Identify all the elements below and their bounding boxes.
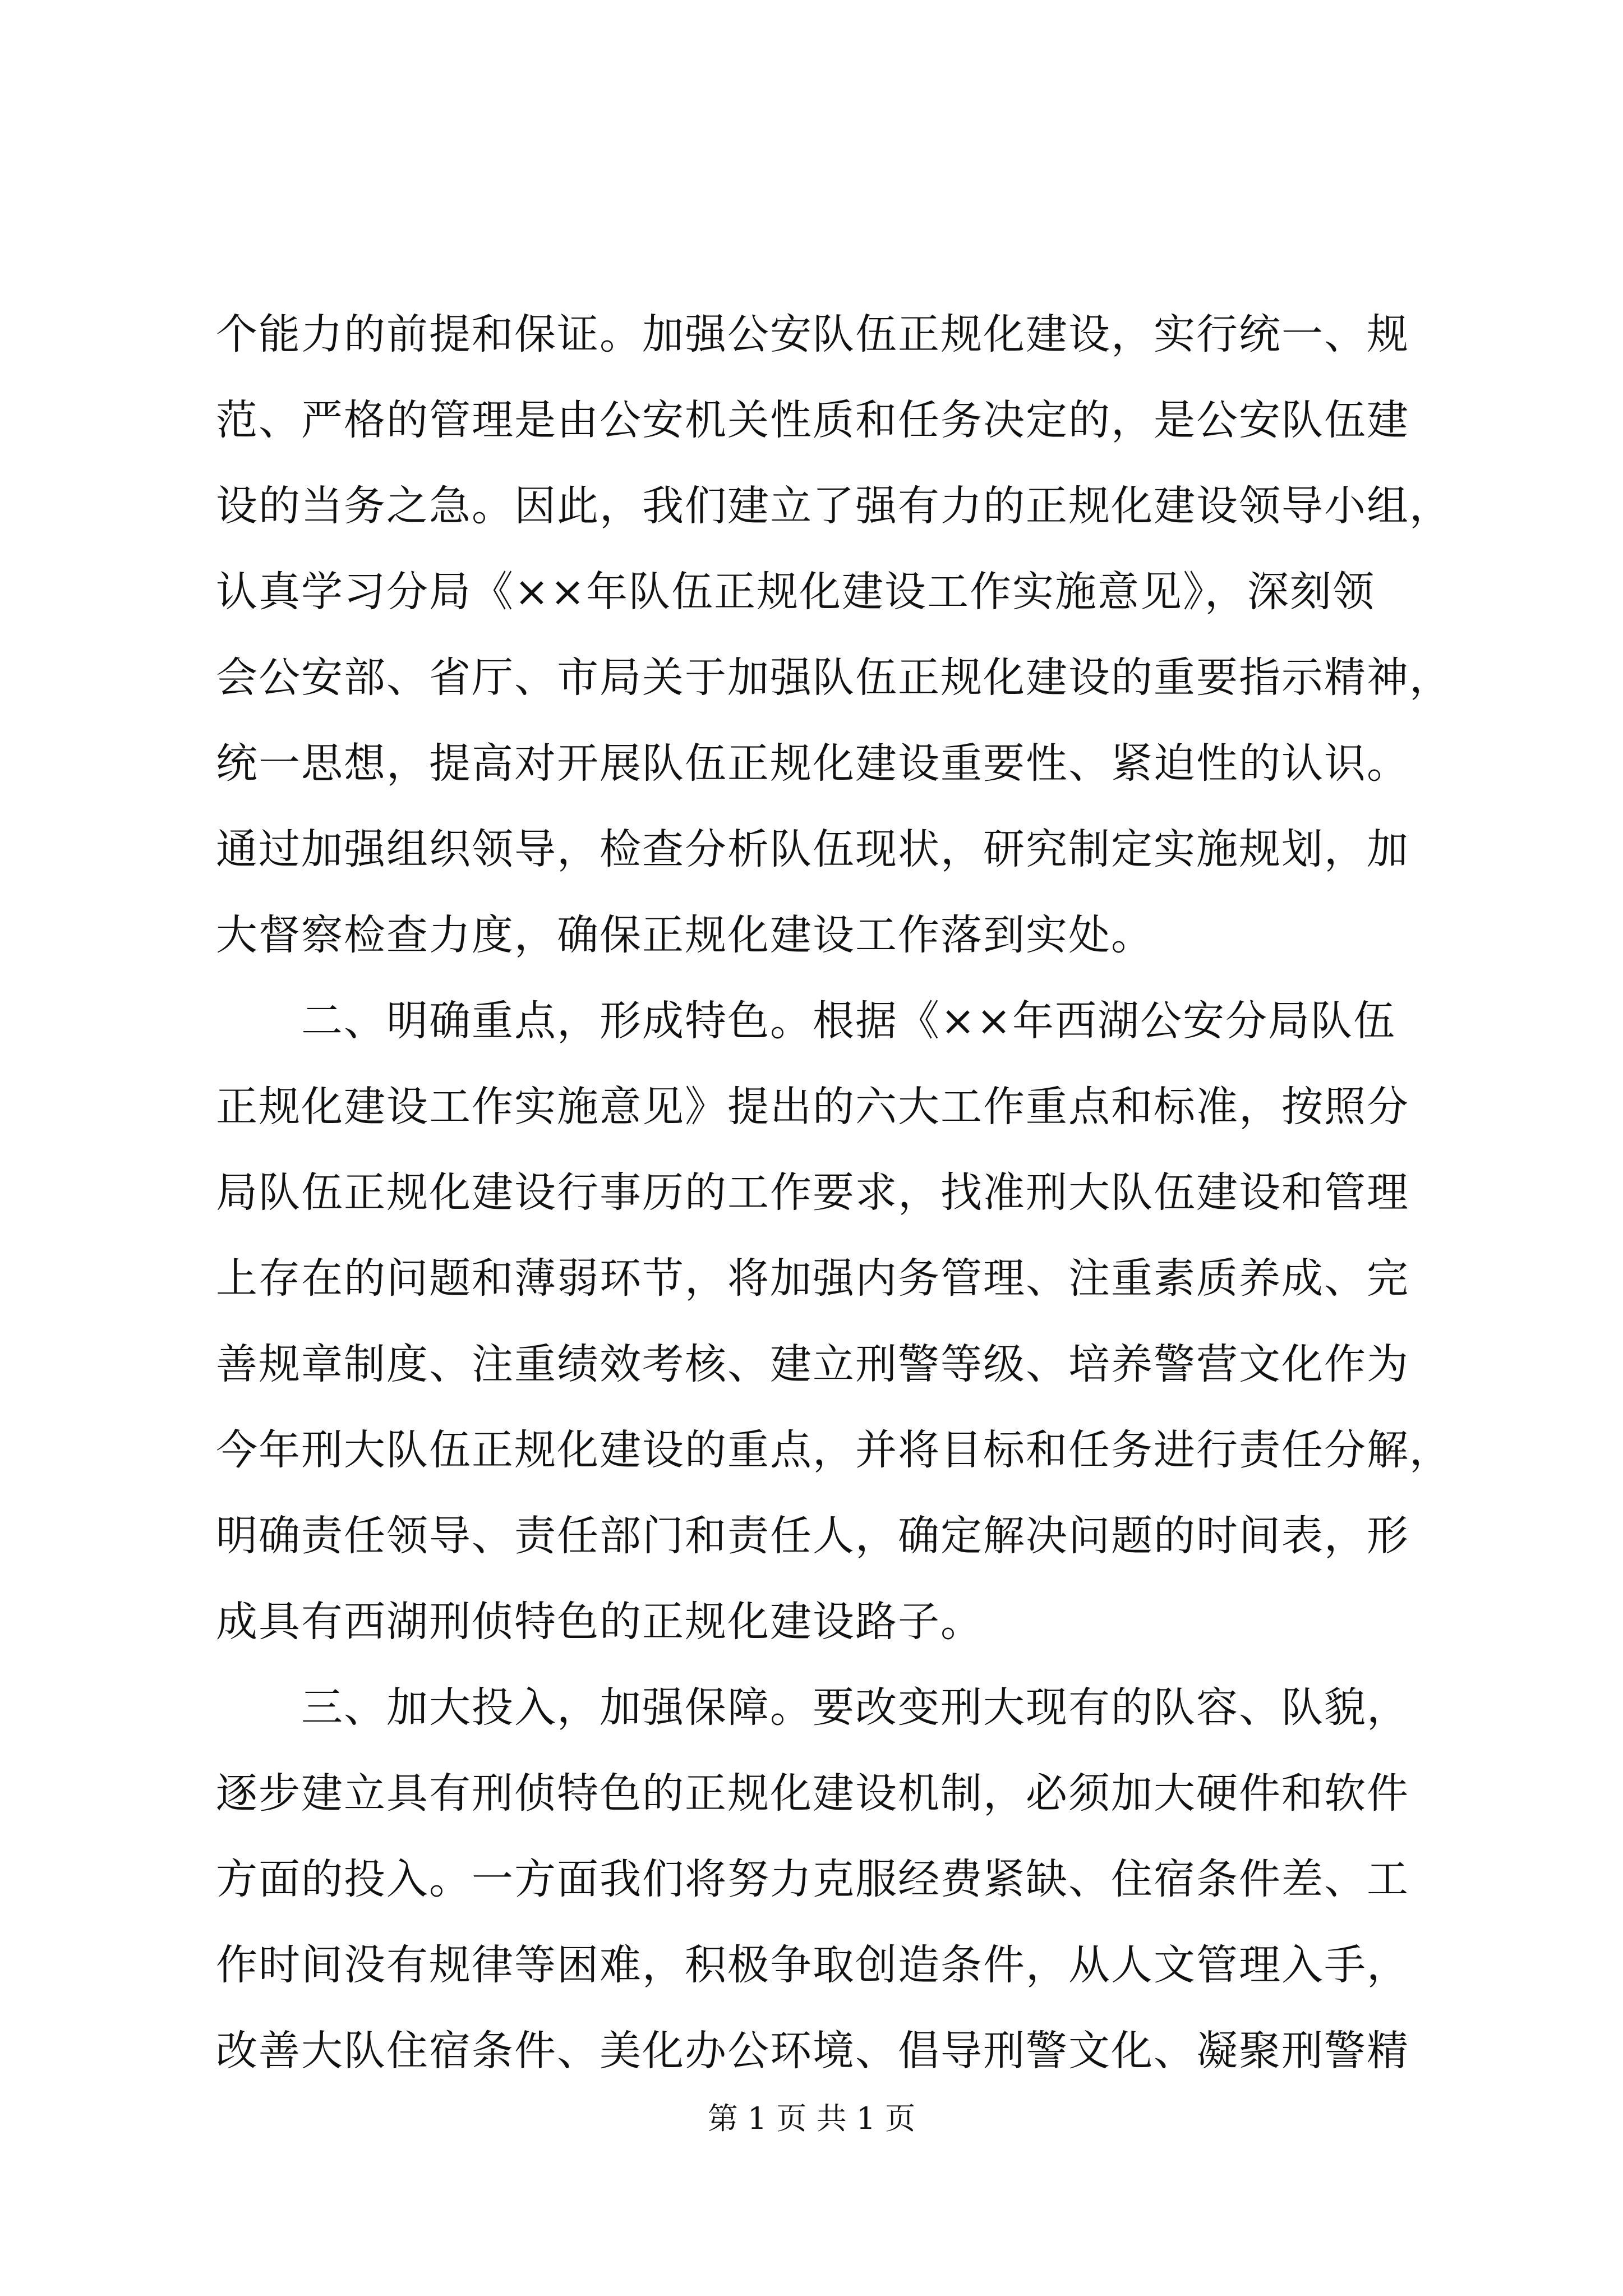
body-text-line: 会公安部、省厅、市局关于加强队伍正规化建设的重要指示精神， [216,654,1452,702]
body-text-line: 正规化建设工作实施意见》提出的六大工作重点和标准，按照分 [216,1083,1409,1131]
paragraph-heading-line: 三、加大投入，加强保障。要改变刑大现有的队容、队貌， [216,1683,1409,1732]
body-text-line: 明确责任领导、责任部门和责任人，确定解决问题的时间表，形 [216,1512,1409,1560]
body-text-line: 范、严格的管理是由公安机关性质和任务决定的，是公安队伍建 [216,396,1409,444]
body-text-line: 认真学习分局《××年队伍正规化建设工作实施意见》，深刻领 [216,568,1376,616]
body-text-line: 统一思想，提高对开展队伍正规化建设重要性、紧迫性的认识。 [216,739,1409,788]
page-footer: 第 1 页 共 1 页 [707,2101,916,2136]
body-text-line: 通过加强组织领导，检查分析队伍现状，研究制定实施规划，加 [216,825,1409,873]
body-text-line: 成具有西湖刑侦特色的正规化建设路子。 [216,1598,983,1646]
body-text-line: 局队伍正规化建设行事历的工作要求，找准刑大队伍建设和管理 [216,1168,1409,1217]
body-text-line: 改善大队住宿条件、美化办公环境、倡导刑警文化、凝聚刑警精 [216,2027,1409,2075]
body-text-line: 今年刑大队伍正规化建设的重点，并将目标和任务进行责任分解， [216,1426,1452,1474]
body-text-line: 个能力的前提和保证。加强公安队伍正规化建设，实行统一、规 [216,310,1409,358]
paragraph-heading-line: 二、明确重点，形成特色。根据《××年西湖公安分局队伍 [216,997,1396,1045]
body-text-line: 善规章制度、注重绩效考核、建立刑警等级、培养警营文化作为 [216,1340,1409,1388]
body-text-line: 方面的投入。一方面我们将努力克服经费紧缺、住宿条件差、工 [216,1855,1409,1903]
body-text-line: 上存在的问题和薄弱环节，将加强内务管理、注重素质养成、完 [216,1254,1409,1303]
body-text-line: 大督察检查力度，确保正规化建设工作落到实处。 [216,911,1154,959]
body-text-line: 设的当务之急。因此，我们建立了强有力的正规化建设领导小组， [216,482,1452,530]
body-text-line: 作时间没有规律等困难，积极争取创造条件，从人文管理入手， [216,1941,1409,1989]
body-text-line: 逐步建立具有刑侦特色的正规化建设机制，必须加大硬件和软件 [216,1769,1409,1818]
